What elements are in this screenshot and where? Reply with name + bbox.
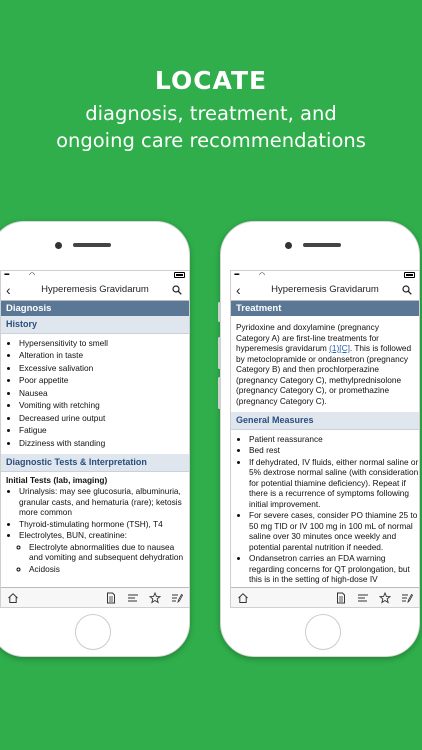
back-chevron-icon[interactable]: ‹ [6, 281, 11, 298]
notes-icon[interactable] [400, 591, 414, 605]
wifi-icon: ◠ [29, 272, 36, 279]
list-item: • Thyroid-stimulating hormone (TSH), T4 [19, 519, 189, 530]
sub-list [19, 542, 189, 575]
signal-icon: ▪▪▪▪ [4, 272, 9, 278]
home-icon[interactable] [236, 591, 250, 605]
nav-bar [231, 279, 419, 301]
back-chevron-icon[interactable]: ‹ [236, 281, 241, 298]
section-header: Treatment [231, 301, 419, 316]
diagnostic-tests-header[interactable]: Diagnostic Tests & Interpretation [1, 454, 189, 472]
search-icon[interactable] [400, 285, 414, 295]
camera-dot [285, 242, 292, 249]
document-icon[interactable] [104, 591, 118, 605]
list-item: • Alteration in taste [19, 350, 189, 361]
left-screen [0, 270, 190, 608]
headline-line2: ongoing care recommendations [56, 129, 366, 152]
history-header[interactable]: History [1, 316, 189, 334]
list-item: • If dehydrated, IV fluids, either normal saline or 5% dextrose normal saline (with consideration for potential thiamine deficiency). Repeat if there is a recurrence of symptoms following initial improvement. [249, 457, 419, 510]
paragraph-text: . This is followed by metoclopramide or ondansetron (pregnancy Category B) and then prochlorperazine (pregnancy Category C), methylprednisolone (pregnancy Category C), or promethazine (pregnancy Category C). [236, 343, 412, 406]
content-area [231, 316, 419, 585]
status-bar [231, 271, 419, 279]
list-item [19, 530, 189, 574]
reference-link[interactable]: (1) [329, 343, 340, 353]
evidence-link[interactable]: [C] [339, 343, 350, 353]
list-item: • Hypersensitivity to smell [19, 338, 189, 349]
nav-title: Hyperemesis Gravidarum [271, 284, 379, 295]
right-phone [220, 221, 420, 657]
list-item: • Vomiting with retching [19, 400, 189, 411]
list-item: • Fatigue [19, 425, 189, 436]
document-icon[interactable] [334, 591, 348, 605]
camera-dot [55, 242, 62, 249]
list-item: • Dizziness with standing [19, 438, 189, 449]
wifi-icon: ◠ [259, 272, 266, 279]
bottom-toolbar [1, 587, 189, 607]
list-item: • Poor appetite [19, 375, 189, 386]
list-item: • Decreased urine output [19, 413, 189, 424]
list-item: • Patient reassurance [249, 434, 419, 445]
initial-tests-label: Initial Tests (lab, imaging) [6, 474, 108, 485]
notes-icon[interactable] [170, 591, 184, 605]
general-measures-list [231, 434, 419, 585]
volume-down-button [218, 377, 221, 409]
home-icon[interactable] [6, 591, 20, 605]
star-icon[interactable] [378, 591, 392, 605]
speaker-grille [73, 243, 111, 247]
outline-icon[interactable] [126, 591, 140, 605]
section-header: Diagnosis [1, 301, 189, 316]
content-area [1, 316, 189, 574]
history-list [1, 338, 189, 449]
right-screen [230, 270, 420, 608]
speaker-grille [303, 243, 341, 247]
general-measures-header[interactable]: General Measures [231, 412, 419, 430]
left-phone [0, 221, 190, 657]
list-item: • Nausea [19, 388, 189, 399]
volume-up-button [218, 337, 221, 369]
battery-icon [404, 272, 415, 278]
list-item-label: Electrolytes, BUN, creatinine: [19, 530, 127, 540]
paragraph-text: Pyridoxine and doxylamine (pregnancy Category A) are first-line treatments for hyperemesis gravidarum [236, 322, 379, 353]
headline [0, 66, 422, 154]
star-icon[interactable] [148, 591, 162, 605]
list-item: • Bed rest [249, 445, 419, 456]
mute-switch [218, 302, 221, 322]
tests-list [1, 486, 189, 574]
headline-line1: diagnosis, treatment, and [85, 102, 337, 125]
search-icon[interactable] [170, 285, 184, 295]
nav-bar [1, 279, 189, 301]
sub-list-item: ◦ Acidosis [29, 564, 189, 575]
home-button[interactable] [75, 614, 111, 650]
list-item: • For severe cases, consider PO thiamine 25 to 50 mg TID or IV 100 mg in 100 mL of normal saline over 30 minutes once weekly and potential parental nutrition if needed. [249, 510, 419, 552]
outline-icon[interactable] [356, 591, 370, 605]
list-item: • Ondansetron carries an FDA warning regarding concerns for QT prolongation, but this is in the setting of high-dose IV [249, 553, 419, 585]
headline-title: LOCATE [154, 66, 268, 95]
sub-list-item: ◦ Electrolyte abnormalities due to nausea and vomiting and subsequent dehydration [29, 542, 189, 563]
list-item: • Excessive salivation [19, 363, 189, 374]
nav-title: Hyperemesis Gravidarum [41, 284, 149, 295]
battery-icon [174, 272, 185, 278]
status-bar [1, 271, 189, 279]
bottom-toolbar [231, 587, 419, 607]
treatment-paragraph [231, 316, 419, 412]
signal-icon: ▪▪▪▪ [234, 272, 239, 278]
list-item: • Urinalysis: may see glucosuria, albuminuria, granular casts, and hematuria (rare); ketosis more common [19, 486, 189, 518]
home-button[interactable] [305, 614, 341, 650]
